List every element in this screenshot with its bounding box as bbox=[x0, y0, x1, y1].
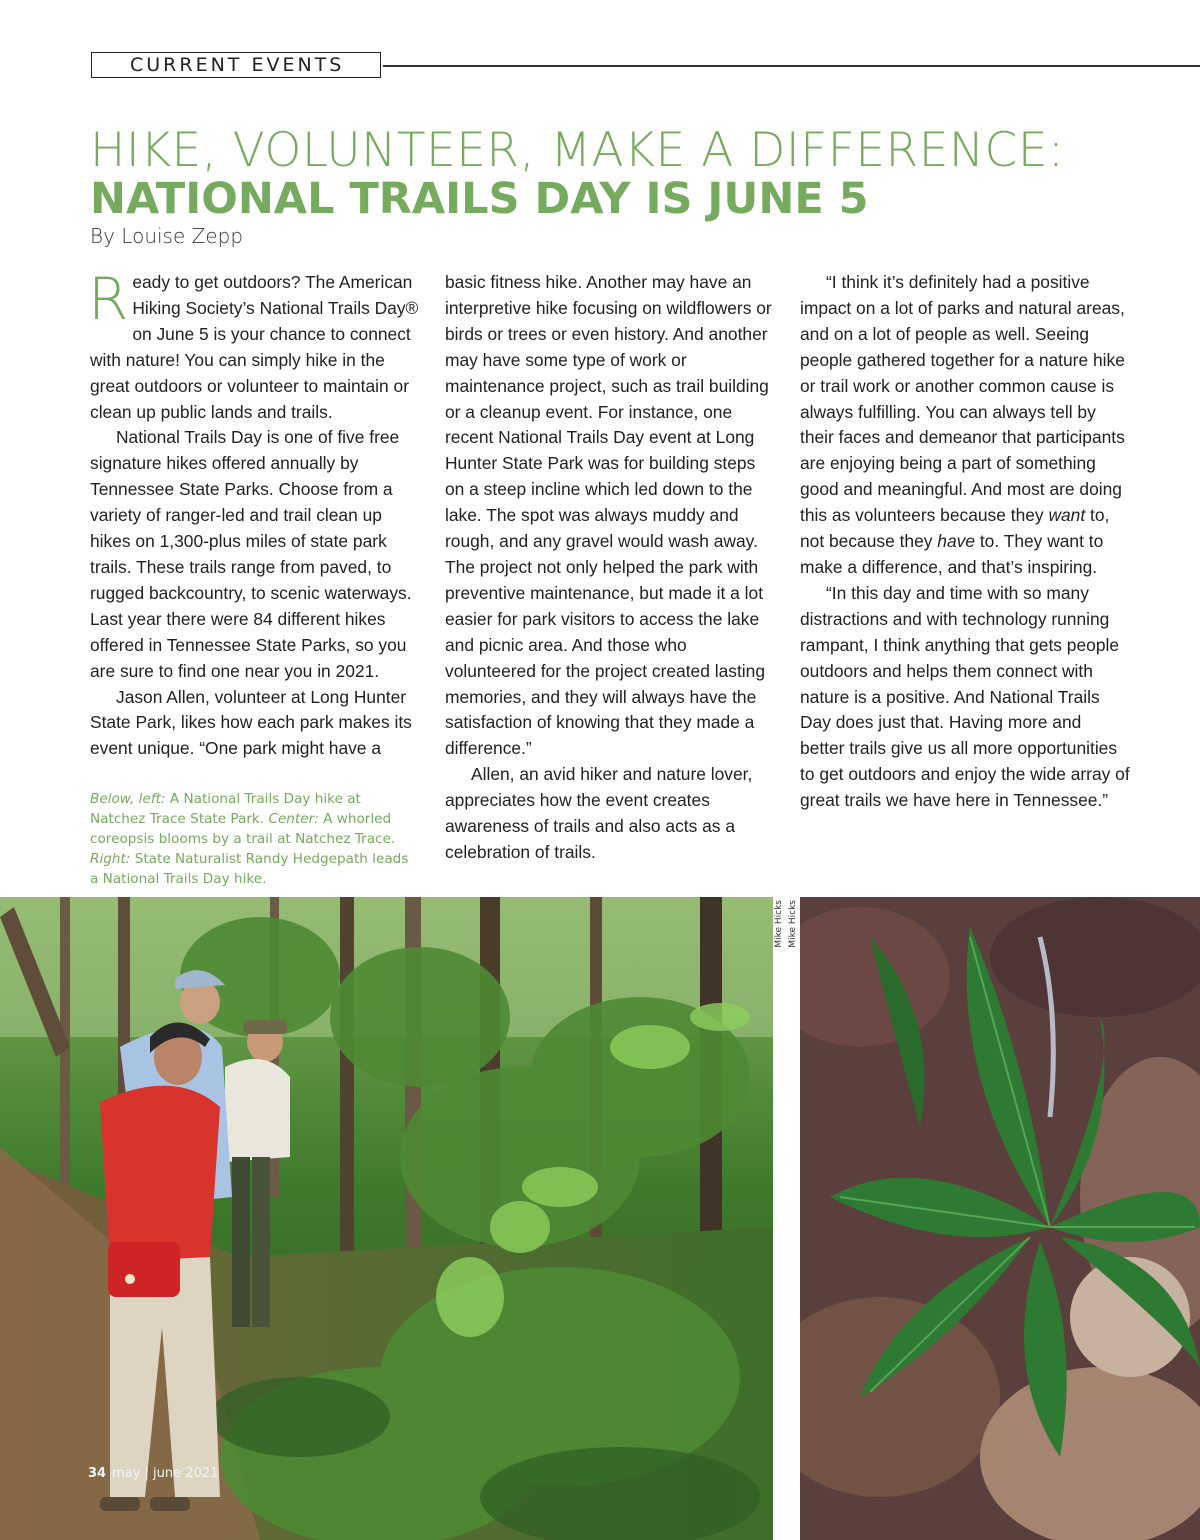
coreopsis-photo bbox=[800, 897, 1200, 1540]
emphasis: have bbox=[937, 531, 976, 552]
text-column-1 bbox=[88, 265, 422, 762]
photo-caption bbox=[90, 789, 420, 889]
issue-date: may | june 2021 bbox=[112, 1466, 219, 1481]
headline-line-2: NATIONAL TRAILS DAY IS JUNE 5 bbox=[90, 174, 869, 224]
caption-lead: Below, left: bbox=[90, 791, 166, 807]
caption-lead: Right: bbox=[90, 851, 131, 867]
paragraph bbox=[800, 270, 1130, 581]
caption-lead: Center: bbox=[268, 811, 319, 827]
paragraph-text: to, not because they bbox=[800, 505, 1110, 552]
paragraph-text: “I think it’s definitely had a positive impact on a lot of parks and natural areas, and on a lot of people as well. Seeing people gathered together for a nature hike or trail work or another common cause is always fulfilling. You can always tell by their faces and demeanor that participants are enjoying being a part of something good and meaningful. And most are doing this as volunteers because they bbox=[800, 272, 1125, 526]
page-number: 34 bbox=[88, 1466, 107, 1481]
text-column-3 bbox=[800, 270, 1130, 814]
emphasis: want bbox=[1048, 505, 1086, 526]
paragraph-text: to. They want to make a difference, and that’s inspiring. bbox=[800, 531, 1104, 577]
caption-text: A whorled coreopsis blooms by a trail at Natchez Trace. bbox=[90, 811, 396, 847]
caption-text: A National Trails Day hike at Natchez Trace State Park. bbox=[90, 791, 361, 827]
byline: By Louise Zepp bbox=[90, 224, 244, 248]
text-column-2 bbox=[445, 270, 777, 866]
paragraph: Jason Allen, volunteer at Long Hunter State Park, likes how each park makes its event unique. “One park might have a bbox=[90, 686, 412, 759]
drop-cap: R bbox=[88, 265, 129, 333]
paragraph-text: eady to get outdoors? The American Hiking Society’s National Trails Day® on June 5 is your chance to connect with nature! You can simply hike in the great outdoors or volunteer to maintain or clean up public lands and trails. bbox=[90, 272, 419, 422]
page-folio bbox=[88, 1466, 218, 1481]
headline-line-1: HIKE, VOLUNTEER, MAKE A DIFFERENCE: bbox=[90, 123, 1065, 178]
paragraph: National Trails Day is one of five free signature hikes offered annually by Tennessee State Parks. Choose from a variety of ranger-led and trail clean up hikes on 1,300-plus miles of state park trails. These trails range from paved, to rugged backcountry, to scenic waterways. Last year there were 84 different hikes offered in Tennessee State Parks, so you are sure to find one near you in 2021. bbox=[90, 427, 412, 681]
paragraph: “In this day and time with so many distractions and with technology running rampant, I think anything that gets people outdoors and helps them connect with nature is a positive. And National Trails Day does just that. Having more and better trails give us all more opportunities to get outdoors and enjoy the wide array of great trails we have here in Tennessee.” bbox=[800, 582, 1130, 811]
section-rule bbox=[383, 65, 1200, 67]
hikers-photo bbox=[0, 897, 773, 1540]
caption-text: State Naturalist Randy Hedgepath leads a National Trails Day hike. bbox=[90, 851, 409, 887]
photo-credit-right: Mike Hicks bbox=[788, 900, 798, 948]
paragraph: Allen, an avid hiker and nature lover, appreciates how the event creates awareness of trails and also acts as a celebration of trails. bbox=[445, 764, 753, 862]
headline bbox=[90, 123, 1150, 224]
paragraph bbox=[88, 265, 422, 425]
section-tag: CURRENT EVENTS bbox=[91, 52, 381, 78]
paragraph: basic fitness hike. Another may have an interpretive hike focusing on wildflowers or birds or trees or even history. And another may have some type of work or maintenance project, such as trail building or a cleanup event. For instance, one recent National Trails Day event at Long Hunter State Park was for building steps on a steep incline which led down to the lake. The spot was always muddy and rough, and any gravel would wash away. The project not only helped the park with preventive maintenance, but made it a lot easier for park visitors to access the lake and picnic area. And those who volunteered for the project created lasting memories, and they will always have the satisfaction of knowing that they made a difference.” bbox=[445, 272, 772, 759]
photo-credit-left: Mike Hicks bbox=[774, 900, 784, 948]
